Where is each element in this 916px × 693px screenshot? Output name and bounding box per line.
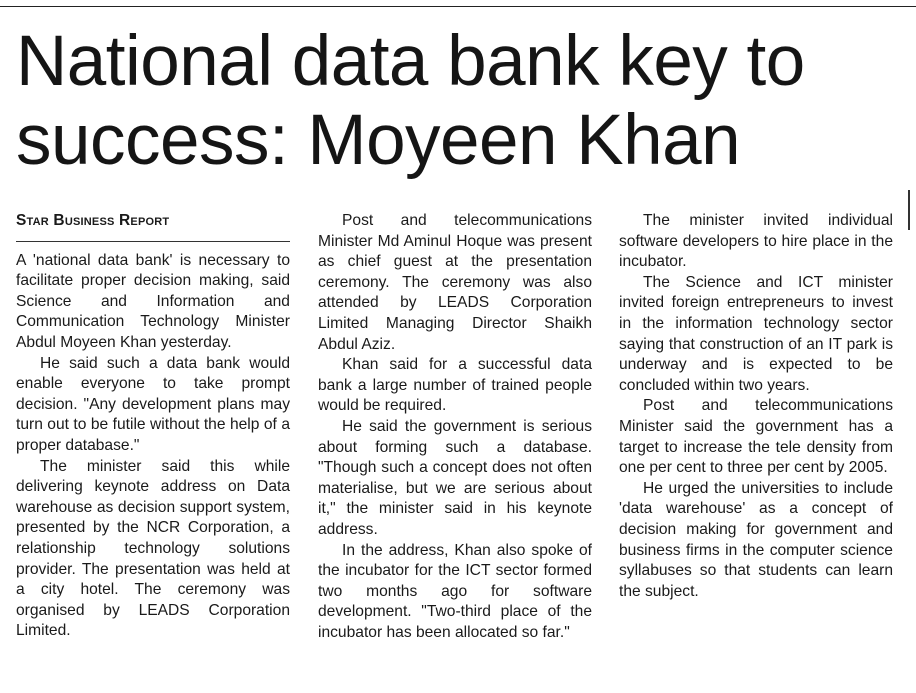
paragraph: A 'national data bank' is necessary to facilitate proper decision making, said Science and Information and Communication Technology Minister Abdul Moyeen Khan yesterday. [16,251,290,351]
paragraph: In the address, Khan also spoke of the incubator for the ICT sector formed two months ago for software development. "Two-third place of the incubator has been allocated so far." [318,541,592,641]
byline: Star Business Report [16,212,170,229]
article-column-1 [16,211,290,642]
paragraph: Khan said for a successful data bank a large number of trained people would be required. [318,356,592,415]
paragraph: Post and telecommunications Minister Md Aminul Hoque was present as chief guest at the presentation ceremony. The ceremony was also attended by LEADS Corporation Limited Managing Director Shaikh Abdul Aziz. [318,212,592,353]
byline-rule [16,241,290,242]
right-edge-mark [908,190,910,230]
paragraph: The minister said this while delivering keynote address on Data warehouse as decision support system, presented by the NCR Corporation, a relationship technology solutions provider. The presentation was held at a city hotel. The ceremony was organised by LEADS Corporation Limited. [16,457,290,640]
paragraph: He urged the universities to include 'data warehouse' as a concept of decision making for government and business firms in the computer science syllabuses so that students can learn the subject. [619,479,893,600]
article-column-3 [619,211,893,602]
article-column-2 [318,211,592,643]
paragraph: He said the government is serious about forming such a database. "Though such a concept does not often materialise, but we are serious about it," the minister said in his keynote address. [318,417,592,538]
paragraph: The Science and ICT minister invited foreign entrepreneurs to invest in the information technology sector saying that construction of an IT park is underway and is expected to be concluded within two years. [619,273,893,394]
top-rule [0,6,916,7]
paragraph: Post and telecommunications Minister said the government has a target to increase the tele density from one per cent to three per cent by 2005. [619,397,893,477]
headline: National data bank key to success: Moyeen Khan [16,22,805,180]
paragraph: The minister invited individual software developers to hire place in the incubator. [619,212,893,271]
paragraph: He said such a data bank would enable everyone to take prompt decision. "Any development plans may turn out to be futile without the help of a proper database." [16,354,290,454]
